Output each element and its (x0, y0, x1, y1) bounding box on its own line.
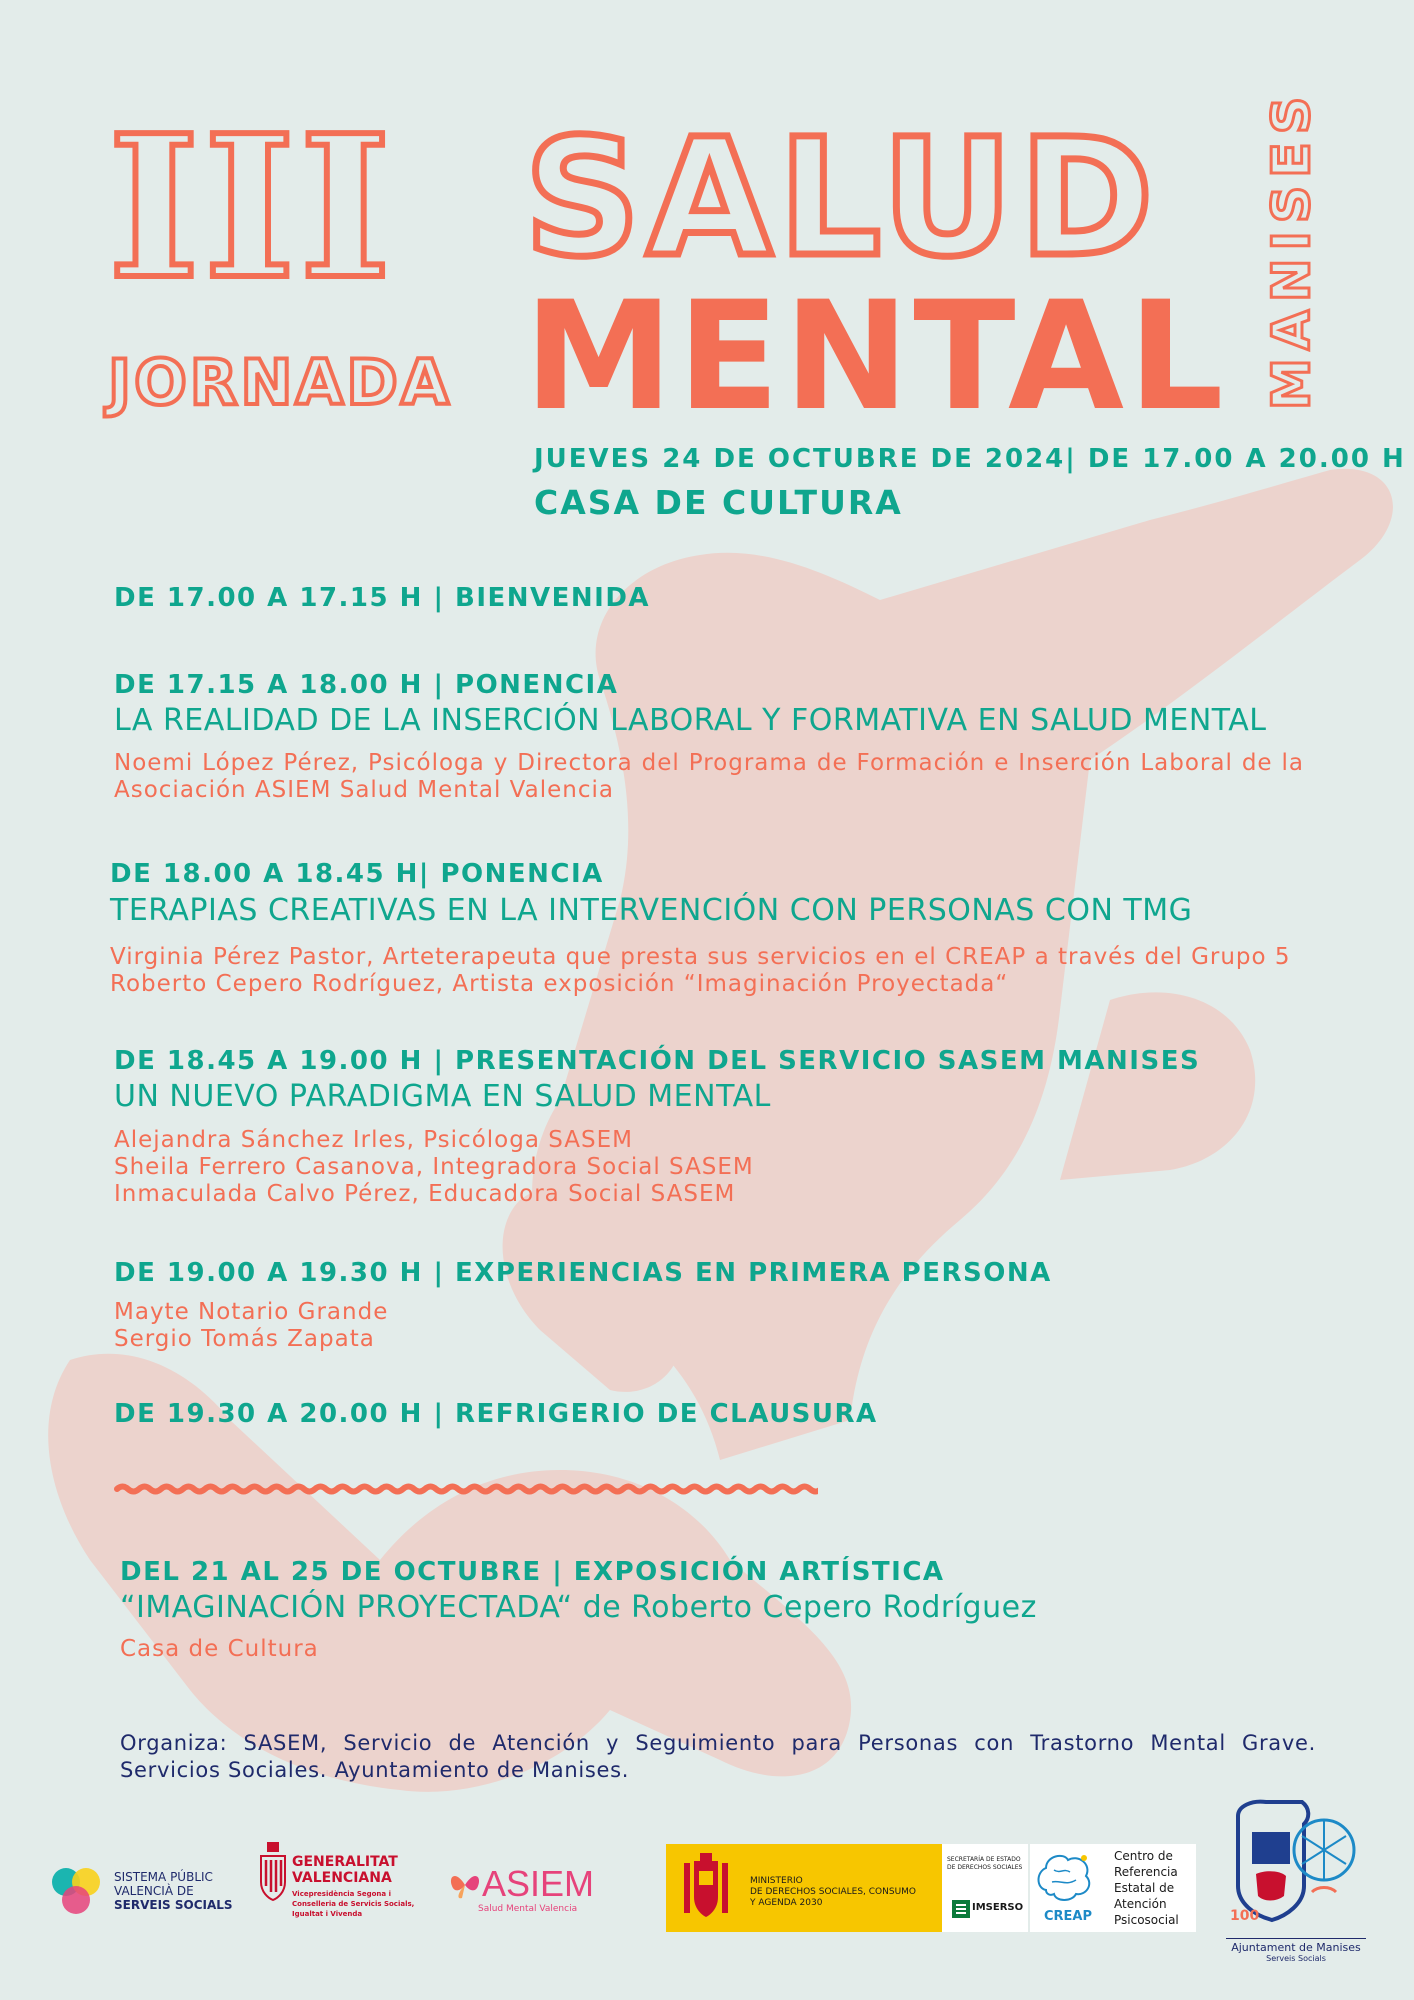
brain-icon (1034, 1850, 1094, 1906)
logo-ministerio (666, 1844, 942, 1932)
logo-text: SERVEIS SOCIALS (114, 1898, 233, 1912)
program-item-1-speakers (114, 750, 1304, 804)
title-salud: SALUD (524, 105, 1160, 293)
logo-text: MINISTERIO (750, 1876, 803, 1886)
logo-text: Salud Mental Valencia (478, 1904, 578, 1914)
logo-imserso (942, 1844, 1028, 1932)
logo-text: CREAP (1044, 1909, 1093, 1924)
logo-text: Estatal de (1114, 1881, 1175, 1895)
logo-text: VALENCIÀ DE (114, 1884, 194, 1898)
program-item-3-speakers (114, 1127, 754, 1208)
logo-text: Y AGENDA 2030 (750, 1898, 823, 1908)
logo-text: GENERALITAT (292, 1854, 398, 1870)
logo-text: Referencia (1114, 1865, 1178, 1879)
program-item-1-time: DE 17.15 A 18.00 H | PONENCIA (114, 670, 619, 700)
exhibition-title: “IMAGINACIÓN PROYECTADA“ de Roberto Cepero Rodríguez (120, 1590, 1037, 1625)
exhibition-time: DEL 21 AL 25 DE OCTUBRE | EXPOSICIÓN ARTÍSTICA (120, 1557, 945, 1587)
logo-text: Vicepresidència Segona i (292, 1890, 391, 1898)
logo-text: SECRETARÍA DE ESTADO (947, 1856, 1021, 1863)
logo-creap (1030, 1844, 1196, 1932)
vertical-manises: MANISES (1262, 88, 1322, 410)
speaker-line: Sheila Ferrero Casanova, Integradora Social SASEM (114, 1154, 754, 1180)
logo-text: Atención (1114, 1897, 1167, 1911)
program-item-2-title: TERAPIAS CREATIVAS EN LA INTERVENCIÓN CON PERSONAS CON TMG (110, 893, 1193, 928)
speaker-line: Roberto Cepero Rodríguez, Artista exposición “Imaginación Proyectada“ (110, 971, 1009, 997)
program-item-0-time: DE 17.00 A 17.15 H | BIENVENIDA (114, 583, 651, 613)
logo-text: Psicosocial (1114, 1913, 1179, 1927)
logo-text: VALENCIANA (292, 1870, 392, 1886)
spain-coat-of-arms-icon (680, 1853, 732, 1923)
logo-generalitat-valenciana (258, 1842, 433, 1922)
logo-ajuntament-manises (1220, 1796, 1370, 1966)
centenary-number: 100 (1230, 1908, 1260, 1924)
program-item-4-speakers (114, 1299, 388, 1353)
organizer-note: Organiza: SASEM, Servicio de Atención y Seguimiento para Personas con Trastorno Mental Grave. Servicios Sociales. Ayuntamiento de Manises. (120, 1731, 1316, 1782)
logo-text: Serveis Socials (1266, 1954, 1326, 1963)
logo-text: DE DERECHOS SOCIALES (947, 1864, 1023, 1871)
logo-text: SISTEMA PÚBLIC (114, 1870, 213, 1884)
program-item-2-speakers (110, 944, 1291, 998)
edition-roman-numeral: III (108, 93, 396, 323)
program-item-4-time: DE 19.00 A 19.30 H | EXPERIENCIAS EN PRIMERA PERSONA (114, 1258, 1052, 1288)
speaker-line: Inmaculada Calvo Pérez, Educadora Social SASEM (114, 1181, 736, 1207)
logo-text: IMSERSO (972, 1902, 1024, 1913)
logo-text: Conselleria de Servicis Socials, (292, 1900, 415, 1908)
jornada-label: JORNADA (108, 346, 452, 419)
logo-text: Centro de (1114, 1849, 1173, 1863)
logo-asiem (448, 1860, 623, 1920)
logo-serveis-socials (48, 1862, 248, 1922)
speaker-line: Virginia Pérez Pastor, Arteterapeuta que presta sus servicios en el CREAP a través del Grupo 5 (110, 944, 1291, 970)
event-date-time: JUEVES 24 DE OCTUBRE DE 2024| DE 17.00 A 20.00 H (534, 444, 1406, 474)
speaker-line: Alejandra Sánchez Irles, Psicóloga SASEM (114, 1127, 633, 1153)
generalitat-shield-icon (258, 1842, 288, 1902)
exhibition-place: Casa de Cultura (120, 1636, 319, 1662)
program-item-1-title: LA REALIDAD DE LA INSERCIÓN LABORAL Y FORMATIVA EN SALUD MENTAL (114, 703, 1267, 738)
program-item-2-time: DE 18.00 A 18.45 H| PONENCIA (110, 859, 604, 889)
imserso-mark-icon (952, 1900, 970, 1918)
logo-text: Ajuntament de Manises (1226, 1938, 1366, 1954)
event-venue: CASA DE CULTURA (534, 483, 903, 522)
colored-circles-icon (48, 1864, 104, 1920)
title-mental: MENTAL (524, 270, 1228, 444)
butterfly-icon (448, 1868, 482, 1902)
manises-coat-of-arms-icon (1224, 1796, 1364, 1926)
asiem-wordmark: ASIEM (482, 1863, 595, 1904)
speaker-line: Mayte Notario Grande (114, 1299, 389, 1325)
program-item-3-title: UN NUEVO PARADIGMA EN SALUD MENTAL (114, 1079, 771, 1114)
wavy-divider (114, 1478, 818, 1500)
logo-text: Igualtat i Vivenda (292, 1910, 363, 1918)
logo-text: DE DERECHOS SOCIALES, CONSUMO (750, 1887, 917, 1897)
program-item-5-time: DE 19.30 A 20.00 H | REFRIGERIO DE CLAUSURA (114, 1399, 878, 1429)
program-item-3-time: DE 18.45 A 19.00 H | PRESENTACIÓN DEL SERVICIO SASEM MANISES (114, 1046, 1201, 1076)
speaker-line: Sergio Tomás Zapata (114, 1326, 375, 1352)
speaker-line: Noemi López Pérez, Psicóloga y Directora del Programa de Formación e Inserción Laboral de la Asociación ASIEM Salud Mental Valencia (114, 750, 1304, 803)
